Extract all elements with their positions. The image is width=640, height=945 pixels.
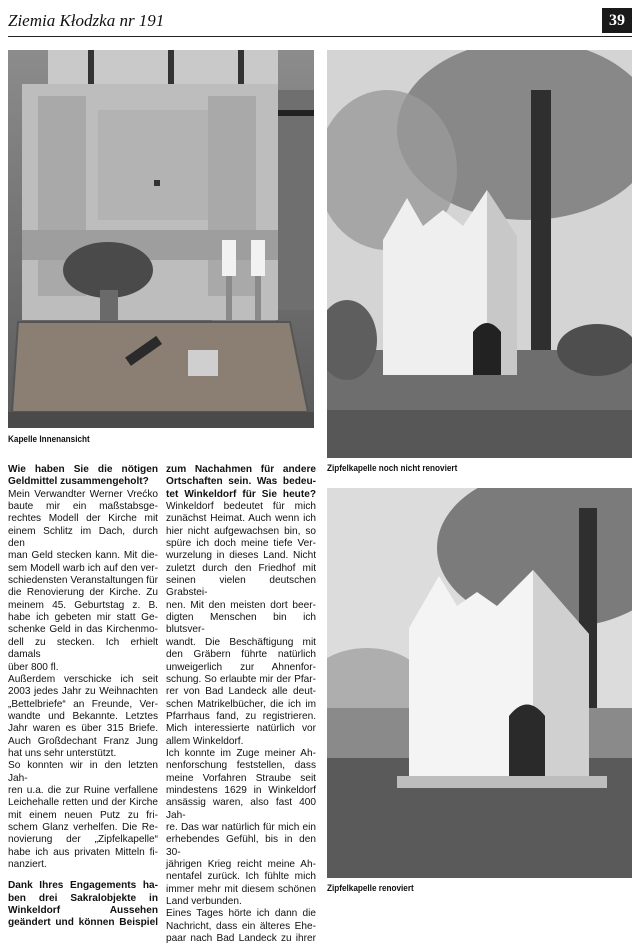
caption-interior: Kapelle Innenansicht [8,434,90,445]
answer-1-line: die Renovierung der Kirche. Zu [8,587,158,599]
question-2-line: geändert und können Beispiel [8,917,158,929]
answer-1-line: nanziert. [8,859,47,870]
answer-2-line: zunächst Heimat. Auch wenn ich [166,513,316,525]
photo-chapel-interior [8,50,314,428]
answer-2-line: unweigerlich zur Ahnenfor- [166,661,316,673]
answer-2-line: schen Matrikelbücher, die ich im [166,698,316,710]
answer-2-line: nentafel zurück. Ich fühlte mich [166,871,316,883]
photo-chapel-before [327,50,632,458]
answer-1-line: rechtes Modell der Kirche mit [8,513,158,525]
answer-2-line: schung. So erlaubte mir der Pfar- [166,673,316,685]
answer-2-line: Ich konnte im Zuge meiner Ah- [166,747,316,759]
answer-1-line: „Bettelbriefe“ an Freunde, Ver- [8,698,158,710]
answer-2-line: immer mehr mit diesem schönen [166,883,316,895]
answer-2-line: ansässig waren, also fast 400 Jah- [166,797,316,821]
photo-chapel-after [327,488,632,878]
answer-1-line: hat uns sehr unterstützt. [8,747,117,759]
caption-before: Zipfelkapelle noch nicht renoviert [327,463,458,474]
answer-2-line: erhebendes Gefühl, bis in den 30- [166,834,316,858]
text-column-2 [166,464,316,945]
answer-1-line: man Geld stecken kann. Mit die- [8,550,158,562]
answer-2-line: Mich interessierte natürlich vor [166,723,316,735]
question-1-line: Wie haben Sie die nötigen [8,464,158,475]
answer-1-line: 2003 jedes Jahr zu Weihnachten [8,686,158,698]
answer-1-line: ren u.a. die zur Ruine verfallene [8,784,158,796]
answer-1-line: Leichehalle retten und der Kirche [8,797,158,809]
answer-2-line: zuletzt durch den Friedhof mit [166,562,316,574]
question-2-line: tet Winkeldorf für Sie heute? [166,488,316,500]
answer-2-line: hier nicht aufgewachsen bin, so [166,525,316,537]
text-column-1 [8,464,158,930]
answer-1-line: schiedensten Veranstaltungen für [8,575,158,587]
answer-1-line: schem Glanz verhelfen. Die Re- [8,821,158,833]
question-2-line: Dank Ihres Engagements ha- [8,880,158,892]
answer-1-line: Jahr waren es über 315 Briefe. [8,723,158,735]
answer-2-line: re. Das war natürlich für mich ein [166,821,316,833]
answer-1-line: wandte und Bekannte. Letztes [8,710,158,722]
answer-1-line: schenke Geld in das Kirchenmo- [8,624,158,636]
answer-1-line: sem Modell warb ich auf den ver- [8,562,158,574]
answer-2-line: spüre ich doch meine tiefe Ver- [166,538,316,550]
answer-1-line: habe ich gebeten mir statt Ge- [8,612,158,624]
answer-2-line: mindestens 1629 in Winkeldorf [166,784,316,796]
answer-2-line: wandt. Die Beschäftigung mit [166,636,316,648]
answer-1-line: einem Schlitz im Dach, durch den [8,525,158,550]
answer-1-line: novierung der „Zipfelkapelle“ [8,834,158,846]
answer-2-line: paar nach Bad Landeck zu ihrer [166,933,316,945]
answer-1-line: habe ich aus privaten Mitteln fi- [8,846,158,858]
answer-2-line: nenforschung feststellen, dass [166,760,316,772]
caption-after: Zipfelkapelle renoviert [327,883,414,894]
answer-1-line: mit einem neuen Putz zu fri- [8,809,158,821]
chapel-after-image [327,488,632,878]
answer-2-line: seinen vielen deutschen Grabstei- [166,575,316,599]
question-2-line: zum Nachahmen für andere [166,464,316,475]
page-number: 39 [602,8,632,33]
question-2-line: Ortschaften sein. Was bedeu- [166,476,316,488]
answer-2-line: Winkeldorf bedeutet für mich [166,501,316,513]
answer-2-line: jährigen Krieg reicht meine Ah- [166,859,316,870]
answer-2-line: meine Vorfahren Straube seit [166,772,316,784]
answer-1-line: So konnten wir in den letzten Jah- [8,760,158,784]
answer-1-line: Auch Großdechant Franz Jung [8,735,158,747]
answer-2-line: rer von Bad Landeck alle deut- [166,686,316,698]
answer-2-line: den Gräbern führte natürlich [166,649,316,661]
question-2-line: Winkeldorf Aussehen [8,905,158,917]
answer-2-line: Land verbunden. [166,896,242,908]
answer-1-line: meinem 45. Geburtstag z. B. [8,599,158,611]
answer-1-line: baute mir ein maßstabsge- [8,501,158,513]
chapel-interior-image [8,50,314,428]
answer-1-line: über 800 fl. [8,661,59,673]
chapel-before-image [327,50,632,458]
answer-2-line: Eines Tages hörte ich dann die [166,908,316,920]
question-2-line: ben drei Sakralobjekte in [8,892,158,904]
question-1-line: Geldmittel zusammengeholt? [8,476,149,488]
answer-1-line: dell zu stecken. Ich erhielt damals [8,636,158,661]
answer-2-line: Pfarrhaus fand, zu registrieren. [166,710,316,722]
publication-title: Ziemia Kłodzka nr 191 [8,11,165,30]
answer-2-line: Nachricht, dass ein älteres Ehe- [166,920,316,932]
answer-2-line: digten Menschen bin ich blutsver- [166,612,316,636]
answer-2-line: nen. Mit den meisten dort beer- [166,599,316,611]
answer-2-line: wurzelung in dieses Land. Nicht [166,550,316,562]
answer-1-line: Außerdem verschicke ich seit [8,673,158,685]
answer-2-line: allem Winkeldorf. [166,735,244,747]
page-header [8,6,632,37]
answer-1-line: Mein Verwandter Werner Vrećko [8,488,158,500]
